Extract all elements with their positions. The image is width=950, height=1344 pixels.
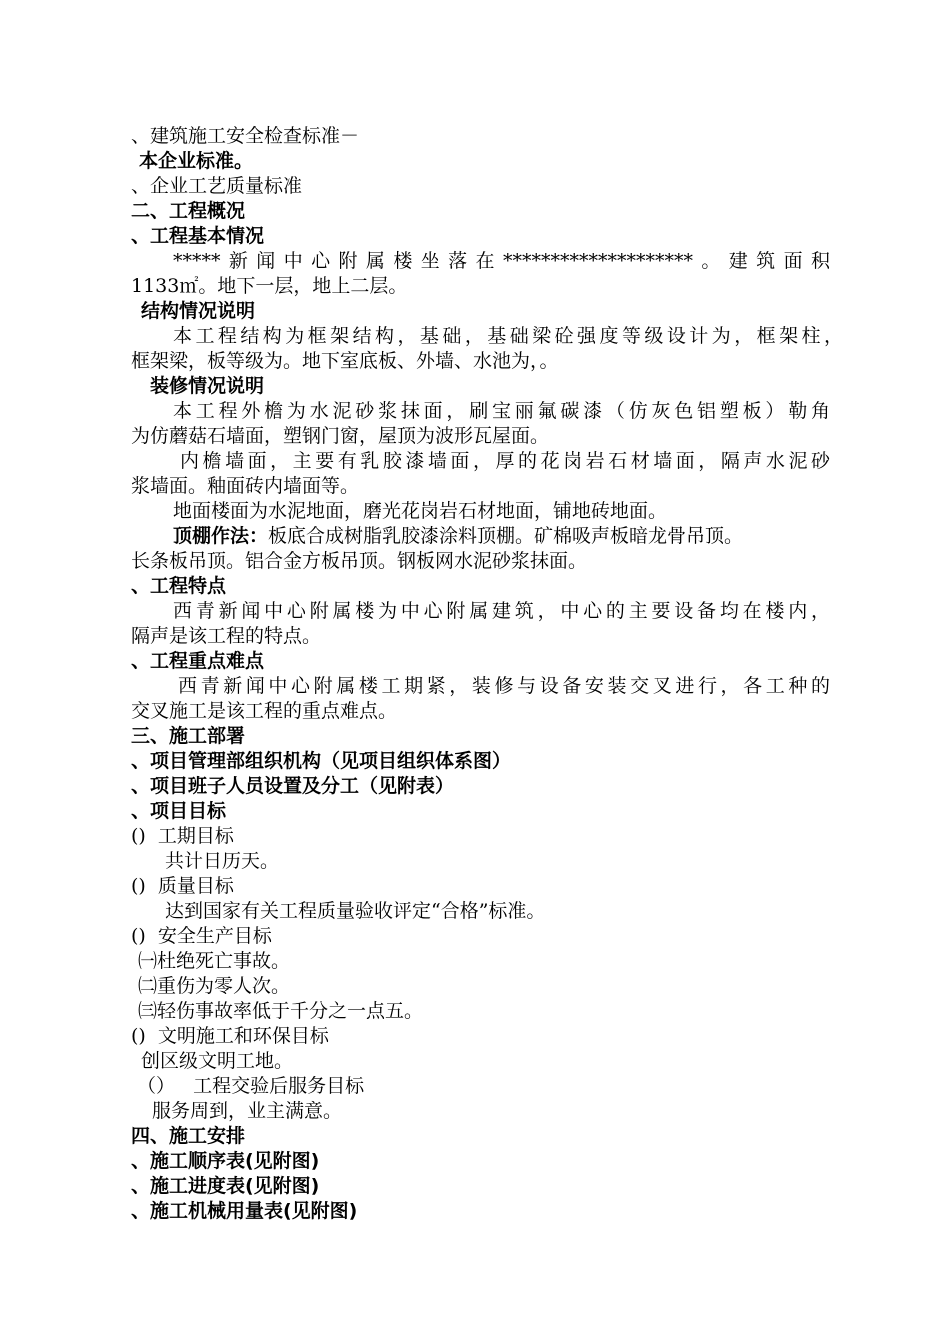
subsection-heading: 装修情况说明 [150, 375, 265, 397]
section-heading: 二、工程概况 [131, 200, 246, 222]
text-line: 为仿蘑菇石墙面，塑钢门窗，屋顶为波形瓦屋面。 [131, 425, 550, 447]
subsection-heading: 、工程重点难点 [131, 650, 265, 672]
goal-item: （） 工程交验后服务目标 [137, 1075, 365, 1097]
text-line: 框架梁，板等级为。地下室底板、外墙、水池为，。 [131, 350, 559, 372]
text-line: 隔声是该工程的特点。 [131, 625, 322, 647]
goal-item: () 安全生产目标 [131, 925, 272, 947]
text-line: 共计日历天。 [165, 850, 280, 872]
text-line: 创区级文明工地。 [141, 1050, 294, 1072]
subsection-heading: 、施工进度表(见附图) [131, 1175, 320, 1197]
section-heading: 三、施工部署 [131, 725, 246, 747]
text-line: 1133㎡。地下一层，地上二层。 [131, 275, 408, 297]
subsection-heading: 、工程基本情况 [131, 225, 265, 247]
subsection-heading: 、施工机械用量表(见附图) [131, 1200, 358, 1222]
text-line: 浆墙面。釉面砖内墙面等。 [131, 475, 360, 497]
text-line: 交叉施工是该工程的重点难点。 [131, 700, 398, 722]
text-line: 本工程结构为框架结构，基础，基础梁砼强度等级设计为，框架柱， [173, 325, 843, 347]
subsection-heading: 、施工顺序表(见附图) [131, 1150, 320, 1172]
subsection-heading: 、项目班子人员设置及分工（见附表） [131, 775, 455, 797]
text-line: 地面楼面为水泥地面，磨光花岗岩石材地面，铺地砖地面。 [173, 500, 668, 522]
section-heading: 四、施工安排 [131, 1125, 246, 1147]
goal-item: () 工期目标 [131, 825, 234, 847]
text-line: 西青新闻中心附属楼工期紧，装修与设备安装交叉进行，各工种的 [178, 675, 830, 697]
subsection-heading: 结构情况说明 [141, 300, 256, 322]
text-line: 长条板吊顶。铝合金方板吊顶。钢板网水泥砂浆抹面。 [131, 550, 588, 572]
subsection-heading: 、项目管理部组织机构（见项目组织体系图） [131, 750, 512, 772]
ceiling-label: 顶棚作法： [173, 525, 269, 547]
text-line: 西青新闻中心附属楼为中心附属建筑，中心的主要设备均在楼内， [173, 600, 830, 622]
goal-item: () 文明施工和环保目标 [131, 1025, 329, 1047]
text-line: 内檐墙面，主要有乳胶漆墙面，厚的花岗岩石材墙面，隔声水泥砂 [180, 450, 830, 472]
text-line: ㈡重伤为零人次。 [138, 975, 291, 997]
text-line: 本工程外檐为水泥砂浆抹面，刷宝丽氟碳漆（仿灰色铝塑板）勒角 [173, 400, 830, 422]
text-line: ㈠杜绝死亡事故。 [138, 950, 291, 972]
text-line: 、企业工艺质量标准 [131, 175, 303, 197]
text-line [173, 524, 848, 548]
ceiling-text: 板底合成树脂乳胶漆涂料顶棚。矿棉吸声板暗龙骨吊顶。 [268, 525, 744, 547]
text-line: 服务周到，业主满意。 [152, 1100, 343, 1122]
text-line: 达到国家有关工程质量验收评定“合格”标准。 [165, 900, 546, 922]
goal-item: () 质量目标 [131, 875, 234, 897]
text-line: 、建筑施工安全检查标准－ [131, 125, 360, 147]
subsection-heading: 、工程特点 [131, 575, 227, 597]
subsection-heading: 、项目目标 [131, 800, 227, 822]
text-line: *****新闻中心附属楼坐落在********************。建筑面积 [173, 250, 830, 272]
text-line: 本企业标准。 [139, 150, 254, 172]
text-line: ㈢轻伤事故率低于千分之一点五。 [138, 1000, 424, 1022]
